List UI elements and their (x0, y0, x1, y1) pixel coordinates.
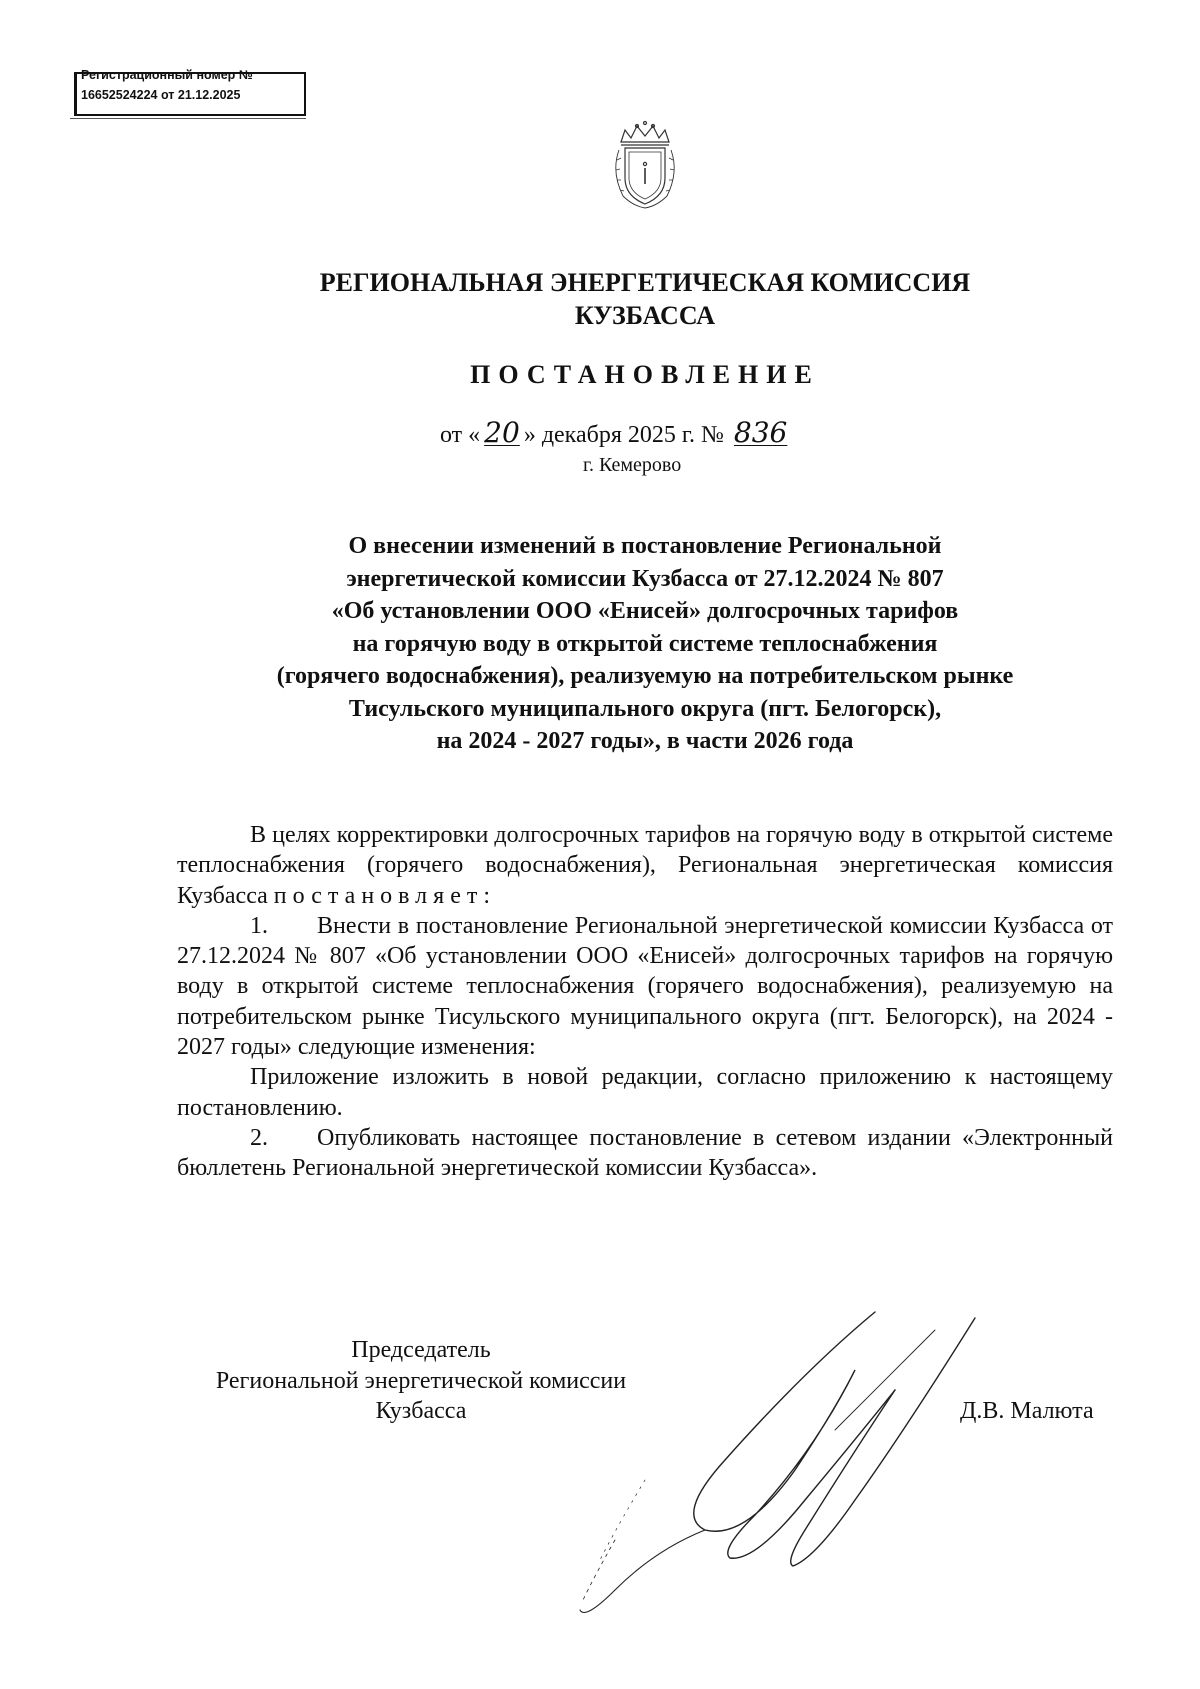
handwritten-day: 20 (484, 416, 520, 449)
document-subject (170, 530, 1120, 758)
intro-colon: : (483, 882, 491, 909)
item-1-paragraph (177, 911, 1113, 1062)
item-1-text: Внести в постановление Региональной энергетической комиссии Кузбасса от 27.12.2024 № 807 «Об установлении ООО «Енисей» долгосрочных тарифов на горячую воду в открытой системе теплоснабжения (горячего водоснабжения), реализуемую на потребительском рынке Тисульского муниципального округа (пгт. Белогорск), на 2024 - 2027 годы» следующие изменения: (177, 912, 1113, 1061)
item-1-sub-paragraph: Приложение изложить в новой редакции, согласно приложению к настоящему постановлению. (177, 1064, 1113, 1121)
handwritten-signature (555, 1300, 995, 1630)
date-line (440, 418, 808, 450)
signatory-title-line3: Кузбасса (375, 1398, 467, 1424)
subject-line: на горячую воду в открытой системе теплоснабжения (352, 630, 938, 657)
kuzbass-coat-of-arms-icon (607, 120, 683, 210)
item-2-paragraph (177, 1123, 1113, 1184)
intro-paragraph (177, 820, 1113, 911)
organization-title-line1: РЕГИОНАЛЬНАЯ ЭНЕРГЕТИЧЕСКАЯ КОМИССИЯ (319, 268, 971, 297)
organization-title (170, 266, 1120, 332)
subject-line: энергетической комиссии Кузбасса от 27.12.2024 № 807 (346, 565, 944, 592)
date-middle: » декабря 2025 г. № (523, 422, 724, 448)
subject-line: О внесении изменений в постановление Региональной (348, 533, 942, 559)
subject-line: «Об установлении ООО «Енисей» долгосрочных тарифов (331, 598, 959, 624)
signatory-title-line1: Председатель (351, 1337, 491, 1363)
signatory-name: Д.В. Малюта (960, 1398, 1094, 1424)
registration-stamp (74, 68, 306, 116)
subject-line: (горячего водоснабжения), реализуемую на потребительском рынке (276, 663, 1014, 689)
intro-text: В целях корректировки долгосрочных тарифов на горячую воду в открытой системе теплоснабжения (горячего водоснабжения), Региональная энергетическая комиссия Кузбасса (177, 822, 1113, 909)
item-1-number: 1. (250, 912, 268, 939)
handwritten-number: 836 (733, 416, 788, 449)
document-type: ПОСТАНОВЛЕНИЕ (470, 360, 820, 389)
document-body (177, 820, 1113, 1184)
item-2-number: 2. (250, 1124, 268, 1151)
intro-resolves: постановляет (273, 882, 484, 909)
organization-title-line2: КУЗБАССА (574, 301, 716, 330)
registration-label: Регистрационный номер № (81, 68, 253, 82)
subject-line: на 2024 - 2027 годы», в части 2026 года (436, 728, 854, 754)
item-2-text: Опубликовать настоящее постановление в сетевом издании «Электронный бюллетень Региональной энергетической комиссии Кузбасса». (177, 1124, 1113, 1182)
city: г. Кемерово (583, 454, 682, 476)
date-prefix: от « (440, 422, 481, 448)
registration-underline (70, 118, 306, 119)
registration-number: 16652524224 от 21.12.2025 (81, 88, 241, 102)
signatory-title-line2: Региональной энергетической комиссии (215, 1367, 627, 1394)
subject-line: Тисульского муниципального округа (пгт. Белогорск), (348, 695, 942, 722)
